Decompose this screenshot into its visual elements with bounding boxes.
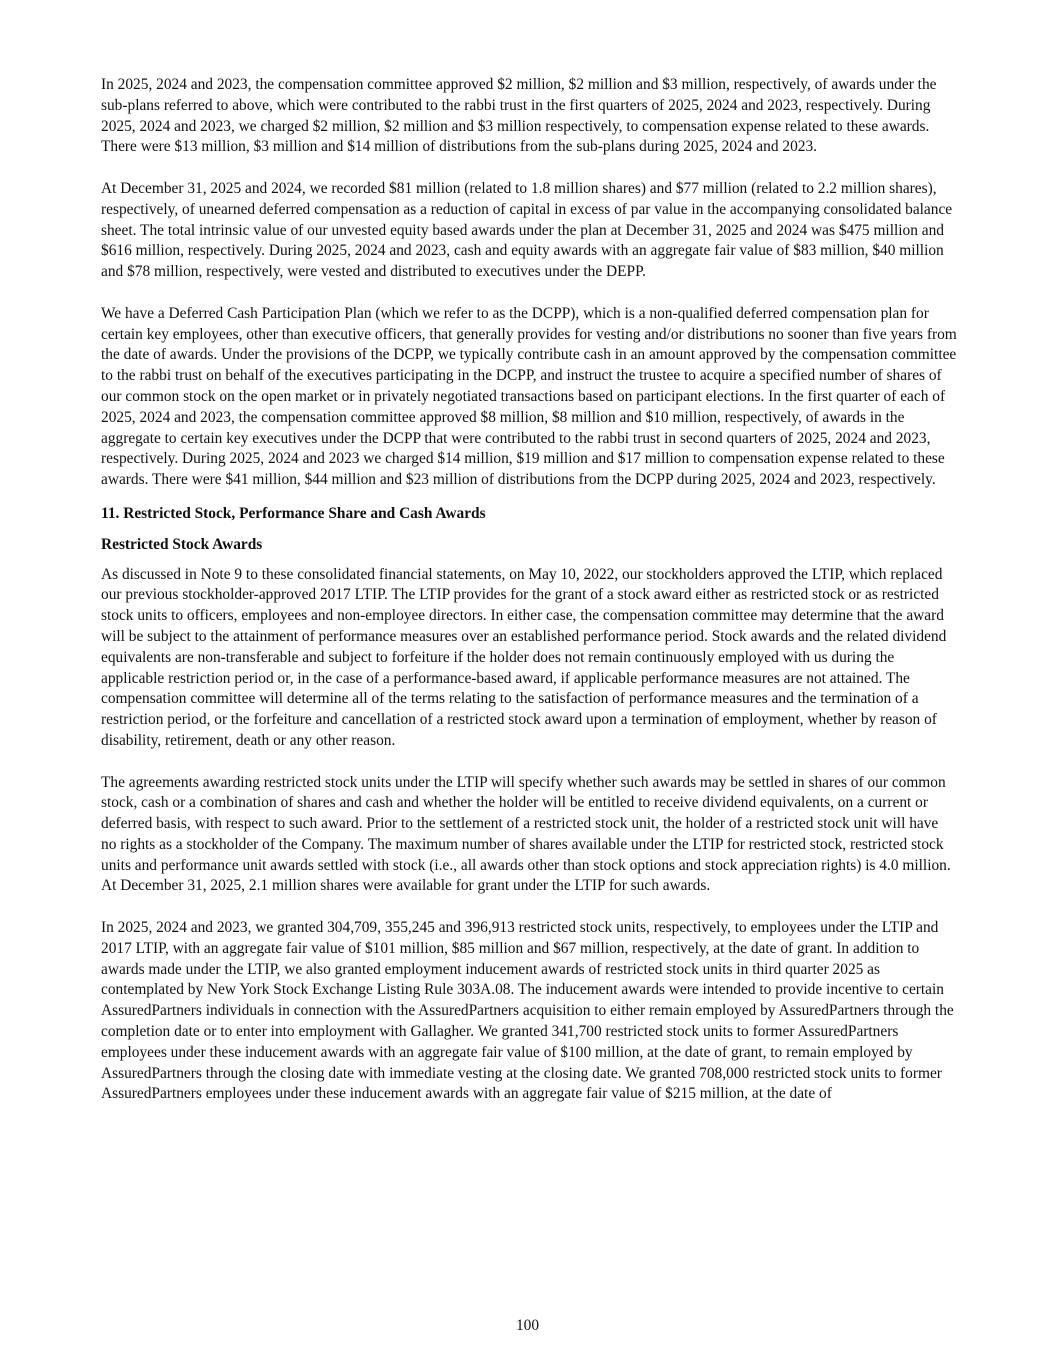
- page-number: 100: [515, 1317, 540, 1334]
- paragraph-grants-and-inducement-awards: In 2025, 2024 and 2023, we granted 304,709, 355,245 and 396,913 restricted stock units, respectively, to employees under the LTIP and 2017 LTIP, with an aggregate fair value of $101 million, $85 million and $67 million, respectively, at the date of grant. In addition to awards made under the LTIP, we also granted employment inducement awards of restricted stock units in third quarter 2025 as contemplated by New York Stock Exchange Listing Rule 303A.08. The inducement awards were intended to provide incentive to certain AssuredPartners individuals in connection with the AssuredPartners acquisition to either remain employed by AssuredPartners through the completion date or to enter into employment with Gallagher. We granted 341,700 restricted stock units to former AssuredPartners employees under these inducement awards with an aggregate fair value of $100 million, at the date of grant, to remain employed by AssuredPartners through the closing date with immediate vesting at the closing date. We granted 708,000 restricted stock units to former AssuredPartners employees under these inducement awards with an aggregate fair value of $215 million, at the date of: [101, 919, 954, 1103]
- paragraph-unearned-deferred-compensation: At December 31, 2025 and 2024, we recorded $81 million (related to 1.8 million shares) and $77 million (related to 2.2 million shares), respectively, of unearned deferred compensation as a reduction of capital in excess of par value in the accompanying consolidated balance sheet. The total intrinsic value of our unvested equity based awards under the plan at December 31, 2025 and 2024 was $475 million and $616 million, respectively. During 2025, 2024 and 2023, cash and equity awards with an aggregate fair value of $83 million, $40 million and $78 million, respectively, were vested and distributed to executives under the DEPP.: [101, 179, 953, 281]
- paragraph-sub-plan-awards: In 2025, 2024 and 2023, the compensation committee approved $2 million, $2 million and $3 million, respectively, of awards under the sub-plans referred to above, which were contributed to the rabbi trust in the first quarters of 2025, 2024 and 2023, respectively. During 2025, 2024 and 2023, we charged $2 million, $2 million and $3 million respectively, to compensation expense related to these awards. There were $13 million, $3 million and $14 million of distributions from the sub-plans during 2025, 2024 and 2023.: [101, 76, 937, 156]
- paragraph-restricted-stock-units: The agreements awarding restricted stock units under the LTIP will specify whether such awards may be settled in shares of our common stock, cash or a combination of shares and cash and whether the holder will be entitled to receive dividend equivalents, on a current or deferred basis, with respect to such award. Prior to the settlement of a restricted stock unit, the holder of a restricted stock unit will have no rights as a stockholder of the Company. The maximum number of shares available under the LTIP for restricted stock, restricted stock units and performance unit awards settled with stock (i.e., all awards other than stock options and stock appreciation rights) is 4.0 million. At December 31, 2025, 2.1 million shares were available for grant under the LTIP for such awards.: [101, 773, 951, 895]
- subsection-heading: Restricted Stock Awards: [101, 535, 263, 553]
- note-heading: 11. Restricted Stock, Performance Share and Cash Awards: [101, 504, 486, 522]
- document-body: [101, 75, 957, 1105]
- paragraph-ltip-overview: As discussed in Note 9 to these consolidated financial statements, on May 10, 2022, our stockholders approved the LTIP, which replaced our previous stockholder-approved 2017 LTIP. The LTIP provides for the grant of a stock award either as restricted stock or as restricted stock units to officers, employees and non-employee directors. In either case, the compensation committee may determine that the award will be subject to the attainment of performance measures over an established performance period. Stock awards and the related dividend equivalents are non-transferable and subject to forfeiture if the holder does not remain continuously employed with us during the applicable restriction period or, in the case of a performance-based award, if applicable performance measures are not attained. The compensation committee will determine all of the terms relating to the satisfaction of performance measures and the termination of a restriction period, or the forfeiture and cancellation of a restricted stock award upon a termination of employment, whether by reason of disability, retirement, death or any other reason.: [101, 565, 947, 749]
- paragraph-dcpp: We have a Deferred Cash Participation Plan (which we refer to as the DCPP), which is a non-qualified deferred compensation plan for certain key employees, other than executive officers, that generally provides for vesting and/or distributions no sooner than five years from the date of awards. Under the provisions of the DCPP, we typically contribute cash in an amount approved by the compensation committee to the rabbi trust on behalf of the executives participating in the DCPP, and instruct the trustee to acquire a specified number of shares of our common stock on the open market or in privately negotiated transactions based on participant elections. In the first quarter of each of 2025, 2024 and 2023, the compensation committee approved $8 million, $8 million and $10 million, respectively, of awards in the aggregate to certain key executives under the DCPP that were contributed to the rabbi trust in second quarters of 2025, 2024 and 2023, respectively. During 2025, 2024 and 2023 we charged $14 million, $19 million and $17 million to compensation expense related to these awards. There were $41 million, $44 million and $23 million of distributions from the DCPP during 2025, 2024 and 2023, respectively.: [101, 304, 957, 489]
